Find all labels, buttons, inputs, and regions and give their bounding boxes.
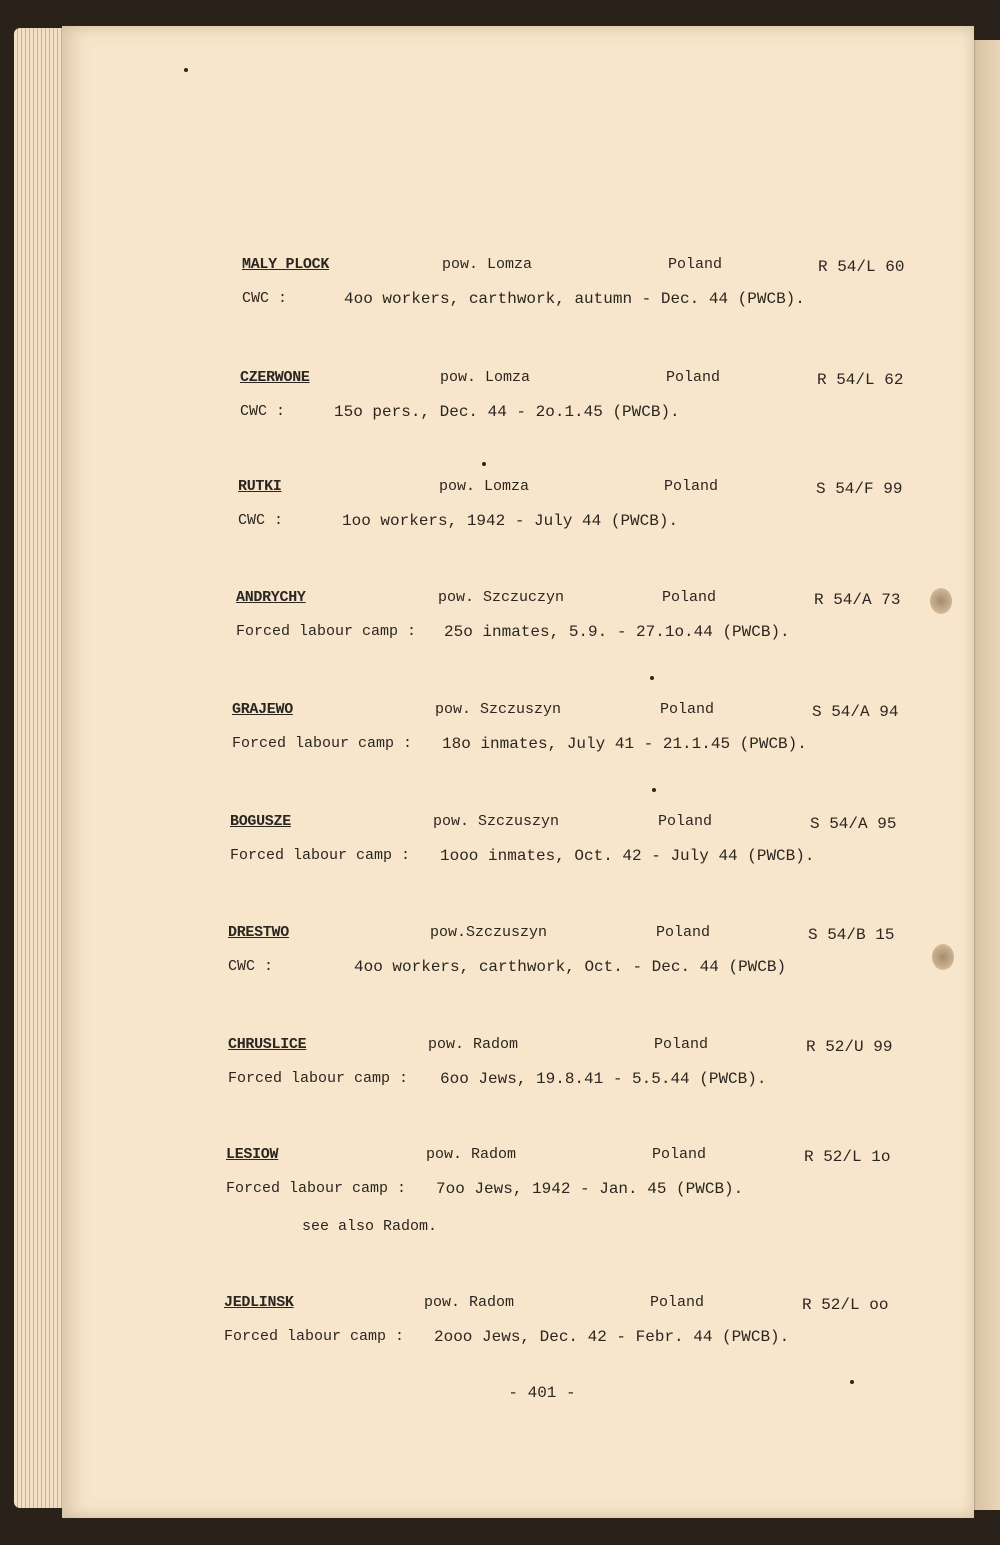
district: pow. Radom bbox=[424, 1294, 515, 1311]
ink-speck bbox=[184, 68, 188, 72]
reference-code: R 52/U 99 bbox=[806, 1038, 893, 1056]
district: pow. Szczuszyn bbox=[433, 813, 560, 830]
entry-detail: 6oo Jews, 19.8.41 - 5.5.44 (PWCB). bbox=[440, 1070, 767, 1088]
entry-type-label: CWC : bbox=[240, 403, 286, 420]
entry-type-label: CWC : bbox=[228, 958, 274, 975]
country: Poland bbox=[662, 589, 717, 606]
entry-detail: 18o inmates, July 41 - 21.1.45 (PWCB). bbox=[442, 735, 807, 753]
ink-speck bbox=[482, 462, 486, 466]
entry-type-label: CWC : bbox=[238, 512, 284, 529]
country: Poland bbox=[666, 369, 721, 386]
place-name: RUTKI bbox=[238, 478, 282, 495]
entry-detail: 4oo workers, carthwork, autumn - Dec. 44 (PWCB). bbox=[344, 290, 805, 308]
page-number: - 401 - bbox=[508, 1384, 576, 1402]
district: pow. Szczuczyn bbox=[438, 589, 565, 606]
place-name: BOGUSZE bbox=[230, 813, 291, 830]
entry-detail: 4oo workers, carthwork, Oct. - Dec. 44 (PWCB) bbox=[354, 958, 787, 976]
entry-type-label: Forced labour camp : bbox=[230, 847, 411, 864]
binding-hole bbox=[932, 944, 954, 970]
ink-speck bbox=[850, 1380, 854, 1384]
reference-code: S 54/B 15 bbox=[808, 926, 895, 944]
reference-code: S 54/A 95 bbox=[810, 815, 897, 833]
district: pow.Szczuszyn bbox=[430, 924, 548, 941]
country: Poland bbox=[658, 813, 713, 830]
country: Poland bbox=[650, 1294, 705, 1311]
entry-lesiow bbox=[62, 1146, 974, 1236]
see-also-note: see also Radom. bbox=[302, 1218, 438, 1235]
district: pow. Szczuszyn bbox=[435, 701, 562, 718]
entry-detail: 2ooo Jews, Dec. 42 - Febr. 44 (PWCB). bbox=[434, 1328, 790, 1346]
document-page bbox=[62, 26, 974, 1518]
place-name: MALY PLOCK bbox=[242, 256, 330, 273]
reference-code: S 54/A 94 bbox=[812, 703, 899, 721]
entry-maly-plock bbox=[62, 256, 974, 346]
entry-czerwone bbox=[62, 369, 974, 459]
place-name: DRESTWO bbox=[228, 924, 289, 941]
entry-rutki bbox=[62, 478, 974, 568]
country: Poland bbox=[664, 478, 719, 495]
reference-code: R 54/L 62 bbox=[817, 371, 904, 389]
reference-code: S 54/F 99 bbox=[816, 480, 903, 498]
entry-andrychy bbox=[62, 589, 974, 679]
entry-type-label: Forced labour camp : bbox=[236, 623, 417, 640]
country: Poland bbox=[652, 1146, 707, 1163]
entry-bogusze bbox=[62, 813, 974, 903]
district: pow. Lomza bbox=[442, 256, 533, 273]
place-name: LESIOW bbox=[226, 1146, 279, 1163]
country: Poland bbox=[656, 924, 711, 941]
facing-page-edge bbox=[970, 40, 1000, 1510]
place-name: CHRUSLICE bbox=[228, 1036, 307, 1053]
reference-code: R 52/L oo bbox=[802, 1296, 889, 1314]
district: pow. Lomza bbox=[439, 478, 530, 495]
entry-type-label: Forced labour camp : bbox=[228, 1070, 409, 1087]
entry-detail: 1ooo inmates, Oct. 42 - July 44 (PWCB). bbox=[440, 847, 815, 865]
entry-type-label: Forced labour camp : bbox=[224, 1328, 405, 1345]
entry-grajewo bbox=[62, 701, 974, 791]
country: Poland bbox=[654, 1036, 709, 1053]
entry-type-label: Forced labour camp : bbox=[232, 735, 413, 752]
entry-type-label: CWC : bbox=[242, 290, 288, 307]
entry-chruslice bbox=[62, 1036, 974, 1126]
entry-detail: 15o pers., Dec. 44 - 2o.1.45 (PWCB). bbox=[334, 403, 680, 421]
district: pow. Radom bbox=[426, 1146, 517, 1163]
place-name: JEDLINSK bbox=[224, 1294, 294, 1311]
reference-code: R 54/A 73 bbox=[814, 591, 901, 609]
country: Poland bbox=[660, 701, 715, 718]
reference-code: R 52/L 1o bbox=[804, 1148, 891, 1166]
entry-detail: 1oo workers, 1942 - July 44 (PWCB). bbox=[342, 512, 679, 530]
entry-type-label: Forced labour camp : bbox=[226, 1180, 407, 1197]
entry-detail: 7oo Jews, 1942 - Jan. 45 (PWCB). bbox=[436, 1180, 744, 1198]
reference-code: R 54/L 60 bbox=[818, 258, 905, 276]
binding-hole bbox=[930, 588, 952, 614]
place-name: CZERWONE bbox=[240, 369, 310, 386]
district: pow. Radom bbox=[428, 1036, 519, 1053]
district: pow. Lomza bbox=[440, 369, 531, 386]
entry-detail: 25o inmates, 5.9. - 27.1o.44 (PWCB). bbox=[444, 623, 790, 641]
entry-drestwo bbox=[62, 924, 974, 1014]
ink-speck bbox=[652, 788, 656, 792]
place-name: GRAJEWO bbox=[232, 701, 293, 718]
place-name: ANDRYCHY bbox=[236, 589, 306, 606]
entry-jedlinsk bbox=[62, 1294, 974, 1384]
country: Poland bbox=[668, 256, 723, 273]
ink-speck bbox=[650, 676, 654, 680]
